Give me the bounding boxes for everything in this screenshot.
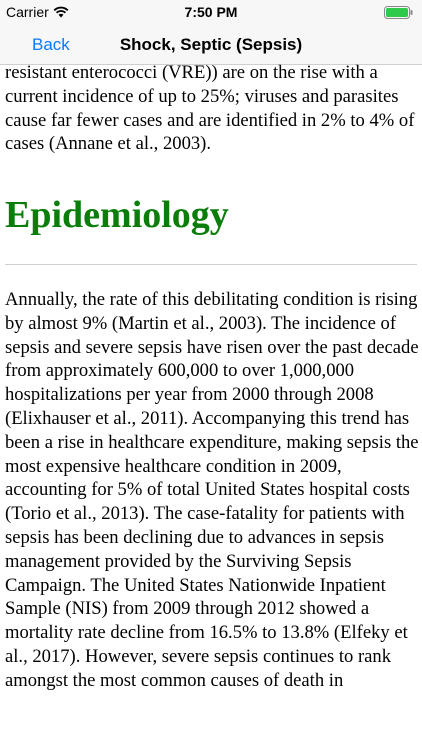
status-time: 7:50 PM [184, 4, 238, 20]
intro-paragraph: resistant enterococci (VRE)) are on the rise with a current incidence of up to 25%; viruses and parasites cause far fewer cases and are identified in 2% to 4% of cases (Annane et al., 2003). [5, 62, 415, 155]
section-divider [5, 264, 417, 265]
section-heading-epidemiology: Epidemiology [5, 194, 229, 236]
navigation-bar [0, 26, 422, 65]
battery-icon [384, 6, 414, 19]
page-title: Shock, Septic (Sepsis) [119, 35, 303, 54]
status-bar [0, 0, 422, 26]
article-content [5, 62, 419, 691]
epidemiology-paragraph: Annually, the rate of this debilitating condition is rising by almost 9% (Martin et al., 2003). The incidence of sepsis and severe sepsis have risen over the past decade from approximately 600,000 to over 1,000,000 hospitalizations per year from 2000 through 2008 (Elixhauser et al., 2011). Accompanying this trend has been a rise in healthcare expenditure, making sepsis the most expensive healthcare condition in 2009, accounting for 5% of total United States hospital costs (Torio et al., 2013). The case-fatality for patients with sepsis has been declining due to advances in sepsis management provided by the Surviving Sepsis Campaign. The United States Nationwide Inpatient Sample (NIS) from 2009 through 2012 showed a mortality rate decline from 16.5% to 13.8% (Elfeky et al., 2017). However, severe sepsis continues to rank amongst the most common causes of death in [5, 289, 419, 691]
back-button[interactable]: Back [32, 35, 70, 54]
carrier-label: Carrier [6, 4, 49, 20]
